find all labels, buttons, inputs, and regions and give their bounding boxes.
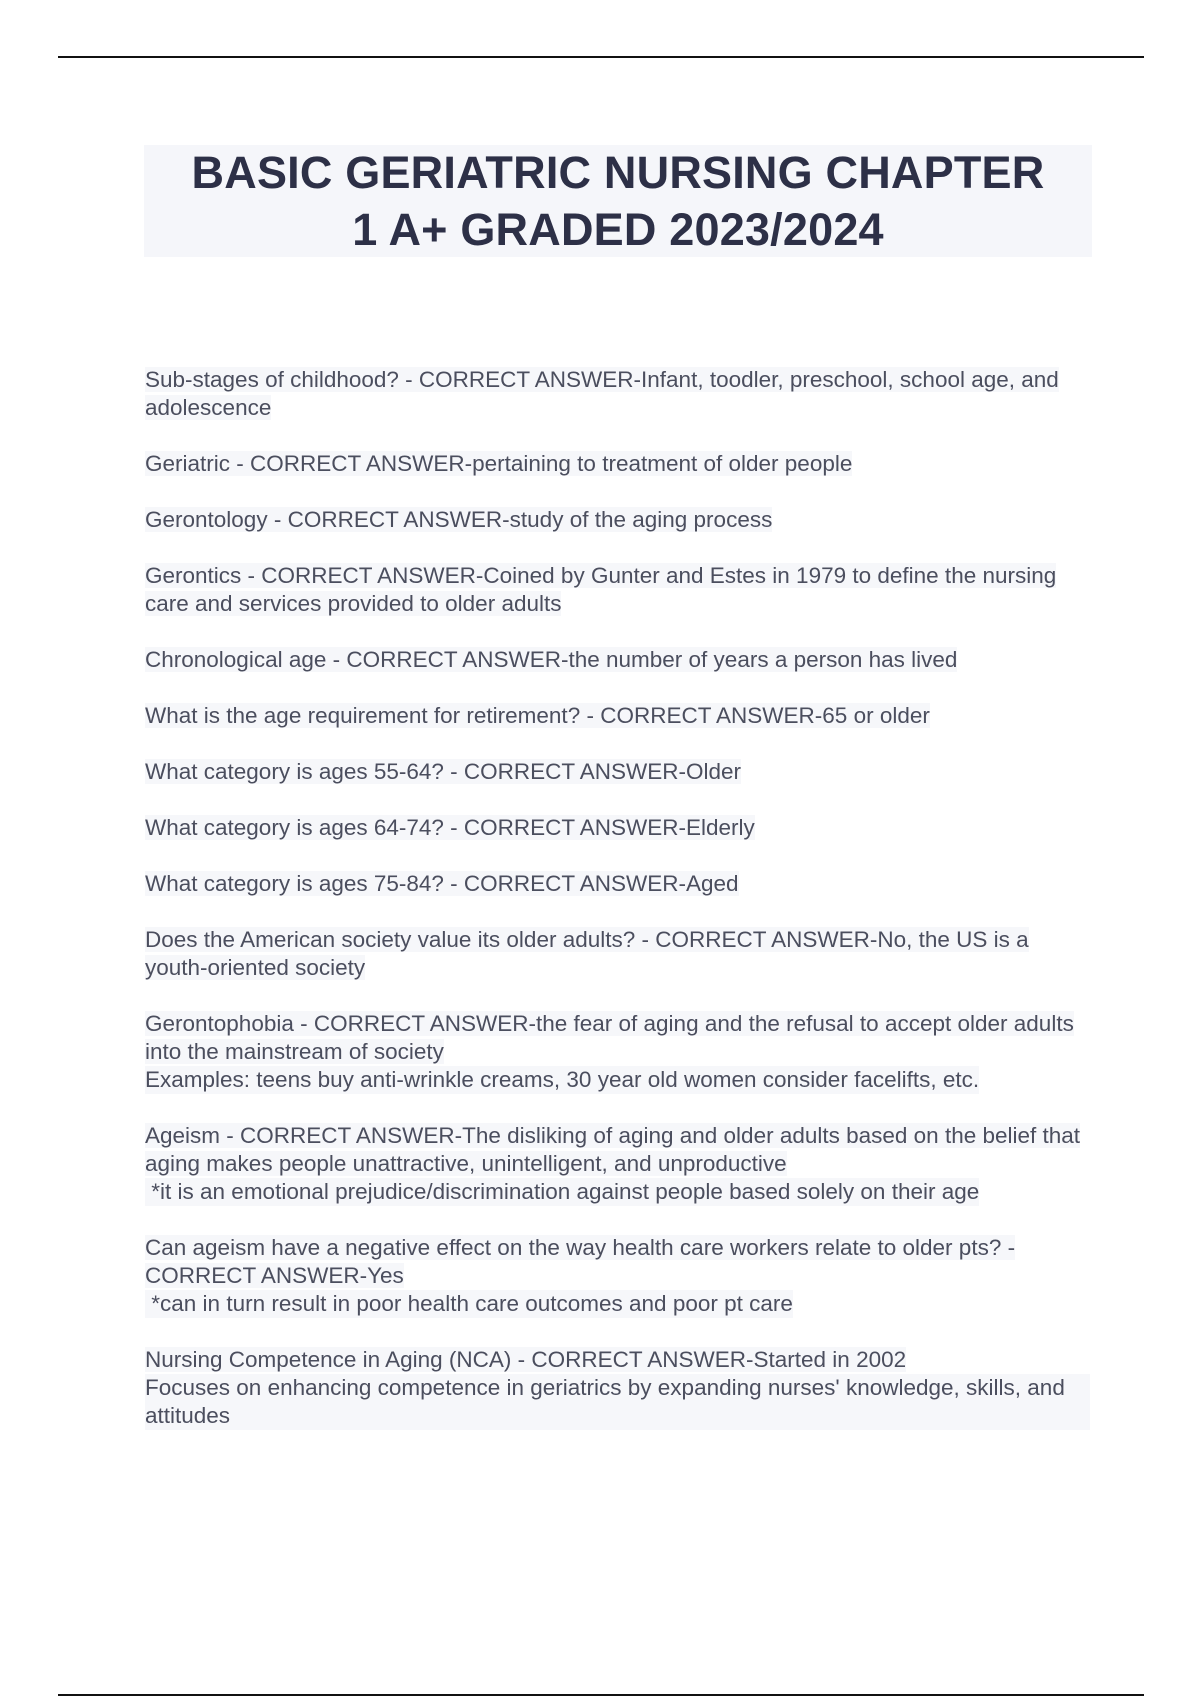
- qa-item: [145, 758, 1090, 786]
- qa-text: Ageism - CORRECT ANSWER-The disliking of aging and older adults based on the belief that aging makes people unattractive, unintelligent, and unproductive: [145, 1123, 1081, 1176]
- qa-item: [145, 1346, 1090, 1430]
- qa-text: What category is ages 75-84? - CORRECT ANSWER-Aged: [145, 871, 739, 896]
- qa-item: [145, 1122, 1090, 1206]
- qa-item: [145, 506, 1090, 534]
- qa-extra: Focuses on enhancing competence in geriatrics by expanding nurses' knowledge, skills, and attitudes: [145, 1374, 1090, 1430]
- qa-text: Sub-stages of childhood? - CORRECT ANSWER-Infant, toodler, preschool, school age, and adolescence: [145, 367, 1059, 420]
- qa-extra: *it is an emotional prejudice/discrimination against people based solely on their age: [145, 1179, 980, 1204]
- title-banner: [144, 145, 1092, 257]
- qa-item: [145, 562, 1090, 618]
- qa-text: Gerontics - CORRECT ANSWER-Coined by Gunter and Estes in 1979 to define the nursing care and services provided to older adults: [145, 563, 1057, 616]
- qa-item: [145, 1234, 1090, 1318]
- qa-text: What category is ages 64-74? - CORRECT ANSWER-Elderly: [145, 815, 755, 840]
- qa-text: Nursing Competence in Aging (NCA) - CORRECT ANSWER-Started in 2002: [145, 1347, 907, 1372]
- qa-text: Can ageism have a negative effect on the way health care workers relate to older pts? - CORRECT ANSWER-Yes: [145, 1235, 1016, 1288]
- qa-item: [145, 870, 1090, 898]
- qa-list: [145, 366, 1090, 1458]
- qa-text: What category is ages 55-64? - CORRECT ANSWER-Older: [145, 759, 742, 784]
- qa-item: [145, 366, 1090, 422]
- document-title: [192, 144, 1045, 258]
- qa-text: Gerontology - CORRECT ANSWER-study of the aging process: [145, 507, 773, 532]
- qa-item: [145, 450, 1090, 478]
- qa-text: Does the American society value its older adults? - CORRECT ANSWER-No, the US is a youth-oriented society: [145, 927, 1029, 980]
- qa-item: [145, 926, 1090, 982]
- footer-rule: [58, 1694, 1144, 1696]
- qa-item: [145, 646, 1090, 674]
- qa-text: Chronological age - CORRECT ANSWER-the number of years a person has lived: [145, 647, 958, 672]
- header-rule: [58, 56, 1144, 58]
- qa-extra: *can in turn result in poor health care outcomes and poor pt care: [145, 1291, 793, 1316]
- document-title-line-1: BASIC GERIATRIC NURSING CHAPTER: [191, 147, 1045, 198]
- qa-text: Gerontophobia - CORRECT ANSWER-the fear of aging and the refusal to accept older adults into the mainstream of society: [145, 1011, 1074, 1064]
- qa-extra: Examples: teens buy anti-wrinkle creams, 30 year old women consider facelifts, etc.: [145, 1067, 980, 1092]
- document-title-line-2: 1 A+ GRADED 2023/2024: [352, 204, 884, 255]
- qa-text: Geriatric - CORRECT ANSWER-pertaining to treatment of older people: [145, 451, 853, 476]
- qa-item: [145, 814, 1090, 842]
- qa-text: What is the age requirement for retirement? - CORRECT ANSWER-65 or older: [145, 703, 930, 728]
- qa-item: [145, 702, 1090, 730]
- qa-item: [145, 1010, 1090, 1094]
